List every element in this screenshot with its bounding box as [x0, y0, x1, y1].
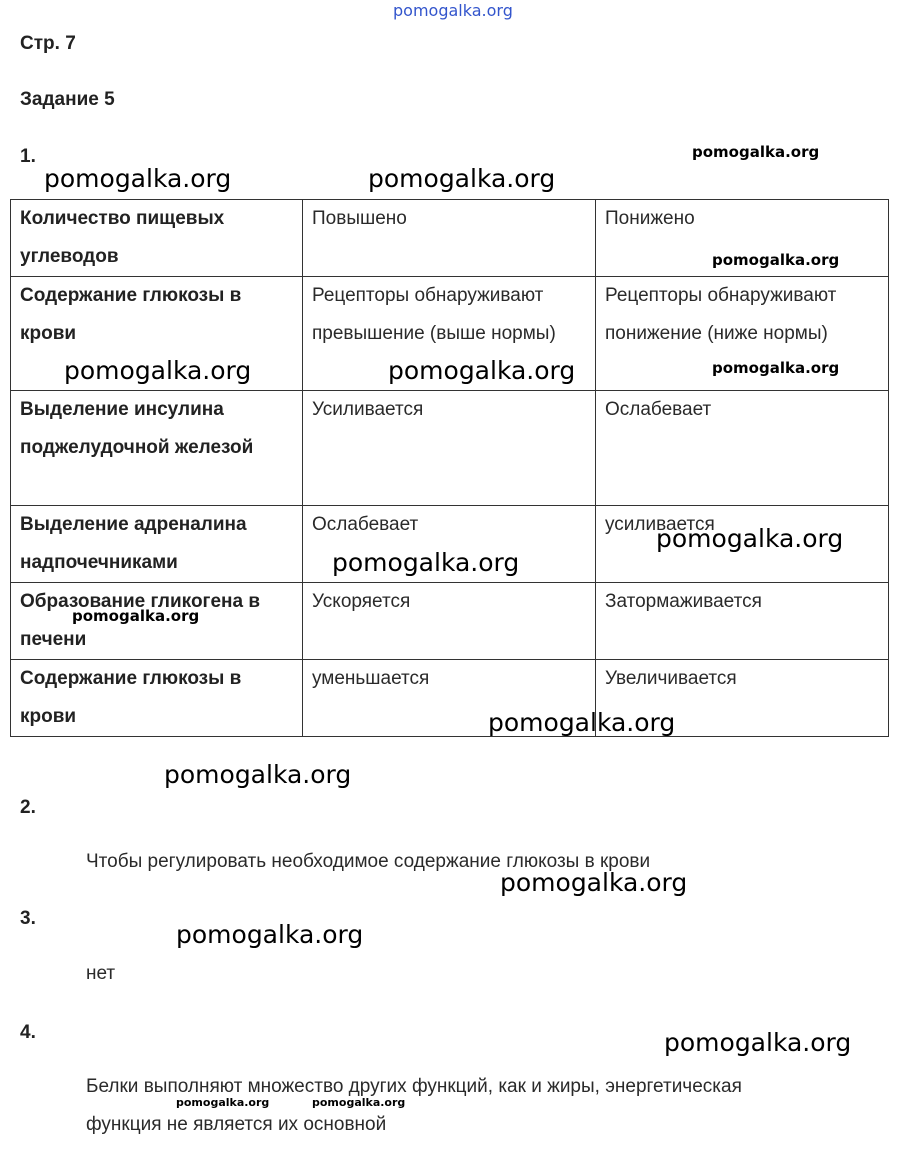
table-row	[11, 660, 889, 737]
watermark: pomogalka.org	[488, 708, 676, 737]
table-cell-label: Выделение инсулина поджелудочной железой	[11, 391, 303, 506]
table-cell-increased: Повышено	[303, 200, 596, 277]
watermark: pomogalka.org	[332, 548, 520, 577]
watermark: pomogalka.org	[656, 524, 844, 553]
glucose-regulation-table	[10, 199, 889, 737]
watermark: pomogalka.org	[712, 359, 840, 377]
watermark: pomogalka.org	[312, 1096, 406, 1109]
question-4-answer-line-1: Белки выполняют множество других функций, как и жиры, энергетическая	[86, 1076, 742, 1097]
table-cell-label: Количество пищевых углеводов	[11, 200, 303, 277]
question-2-answer: Чтобы регулировать необходимое содержание глюкозы в крови	[86, 851, 651, 872]
table-row	[11, 391, 889, 506]
question-3-number: 3.	[20, 908, 36, 929]
question-3-answer: нет	[86, 963, 116, 984]
watermark: pomogalka.org	[176, 1096, 270, 1109]
table-cell-decreased: усиливается	[596, 506, 889, 583]
watermark-top: pomogalka.org	[393, 1, 513, 20]
table-cell-label: Содержание глюкозы в крови	[11, 277, 303, 391]
watermark: pomogalka.org	[500, 868, 688, 897]
table-cell-increased: уменьшается	[303, 660, 596, 737]
table-cell-label: Образование гликогена в печени	[11, 583, 303, 660]
page-header: Стр. 7	[20, 33, 76, 54]
question-4-number: 4.	[20, 1022, 36, 1043]
table-cell-decreased: Рецепторы обнаруживают понижение (ниже нормы)	[596, 277, 889, 391]
table-cell-increased: Ослабевает	[303, 506, 596, 583]
table-cell-decreased: Увеличивается	[596, 660, 889, 737]
table-cell-label: Выделение адреналина надпочечниками	[11, 506, 303, 583]
watermark: pomogalka.org	[692, 143, 820, 161]
watermark: pomogalka.org	[164, 760, 352, 789]
table-cell-label: Содержание глюкозы в крови	[11, 660, 303, 737]
question-2-number: 2.	[20, 797, 36, 818]
watermark: pomogalka.org	[44, 164, 232, 193]
table-cell-increased: Ускоряется	[303, 583, 596, 660]
table-cell-decreased: Ослабевает	[596, 391, 889, 506]
task-title: Задание 5	[20, 89, 115, 110]
question-4-answer-line-2: функция не является их основной	[86, 1114, 387, 1135]
watermark: pomogalka.org	[388, 356, 576, 385]
watermark: pomogalka.org	[72, 607, 200, 625]
table-cell-increased: Усиливается	[303, 391, 596, 506]
watermark: pomogalka.org	[712, 251, 840, 269]
table-cell-increased: Рецепторы обнаруживают превышение (выше нормы)	[303, 277, 596, 391]
watermark: pomogalka.org	[368, 164, 556, 193]
table-cell-decreased: Понижено	[596, 200, 889, 277]
watermark: pomogalka.org	[64, 356, 252, 385]
watermark: pomogalka.org	[176, 920, 364, 949]
question-1-number: 1.	[20, 146, 36, 167]
watermark: pomogalka.org	[664, 1028, 852, 1057]
table-cell-decreased: Затормаживается	[596, 583, 889, 660]
